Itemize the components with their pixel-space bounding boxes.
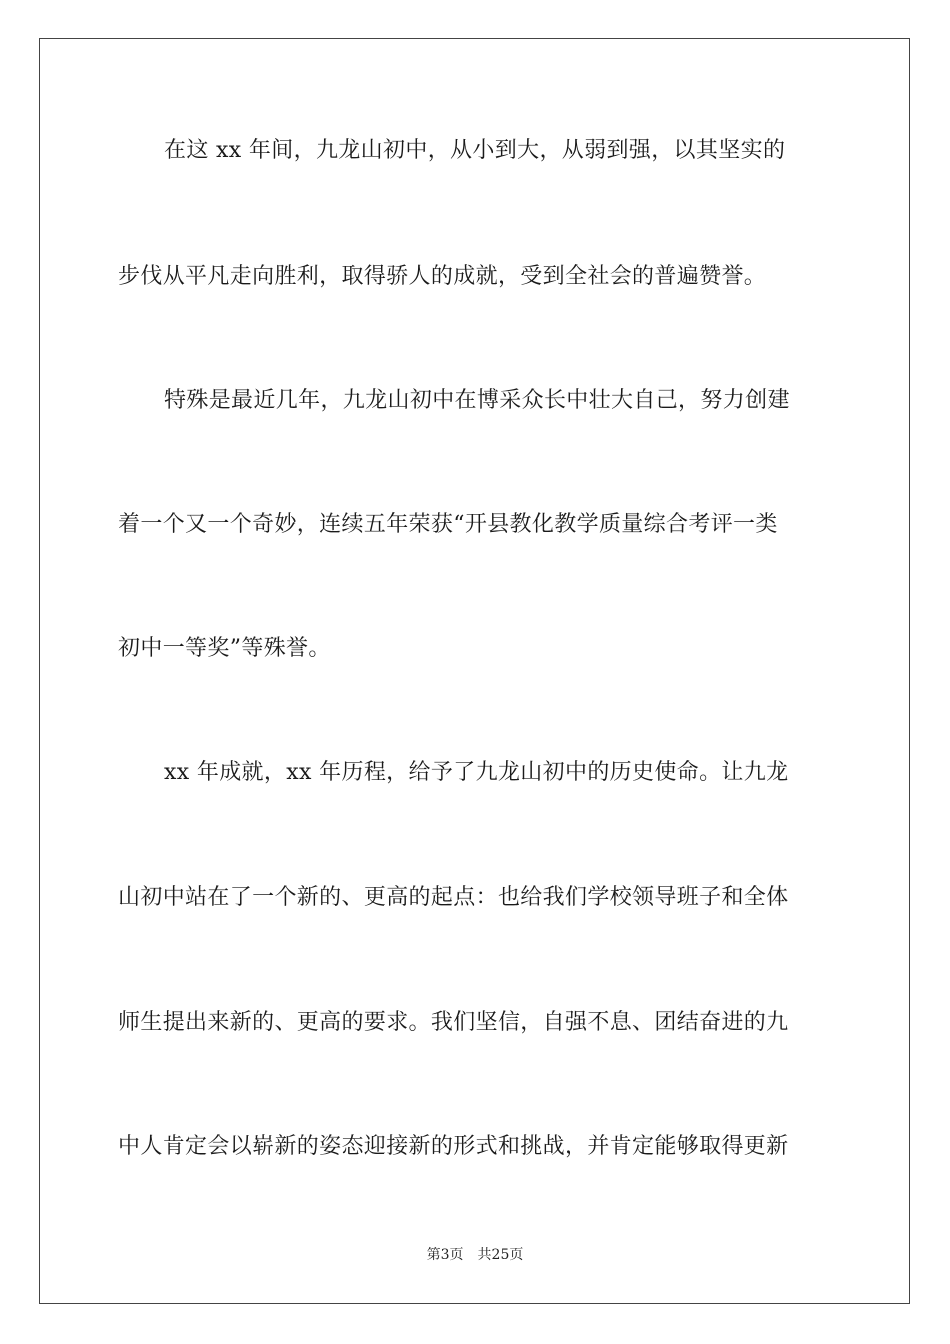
- paragraph-3-line-2: 山初中站在了一个新的、更高的起点：也给我们学校领导班子和全体: [118, 885, 789, 910]
- paragraph-2-line-2: 着一个又一个奇妙，连续五年荣获“开县教化教学质量综合考评一类: [118, 512, 778, 537]
- paragraph-3-line-1: xx 年成就，xx 年历程，给予了九龙山初中的历史使命。让九龙: [164, 760, 789, 785]
- page-number: 第3页: [426, 1247, 464, 1263]
- page-total: 共25页: [477, 1247, 524, 1263]
- paragraph-2-line-3: 初中一等奖”等殊誉。: [118, 636, 331, 661]
- paragraph-3-line-4: 中人肯定会以崭新的姿态迎接新的形式和挑战，并肯定能够取得更新: [118, 1134, 789, 1159]
- paragraph-1-line-2: 步伐从平凡走向胜利，取得骄人的成就，受到全社会的普遍赞誉。: [118, 264, 767, 289]
- paragraph-2-line-1: 特殊是最近几年，九龙山初中在博采众长中壮大自己，努力创建: [164, 388, 790, 413]
- page-footer: [0, 1246, 950, 1264]
- page-border: [39, 38, 910, 1304]
- paragraph-1-line-1: 在这 xx 年间，九龙山初中，从小到大，从弱到强，以其坚实的: [164, 138, 786, 163]
- paragraph-3-line-3: 师生提出来新的、更高的要求。我们坚信，自强不息、团结奋进的九: [118, 1010, 789, 1035]
